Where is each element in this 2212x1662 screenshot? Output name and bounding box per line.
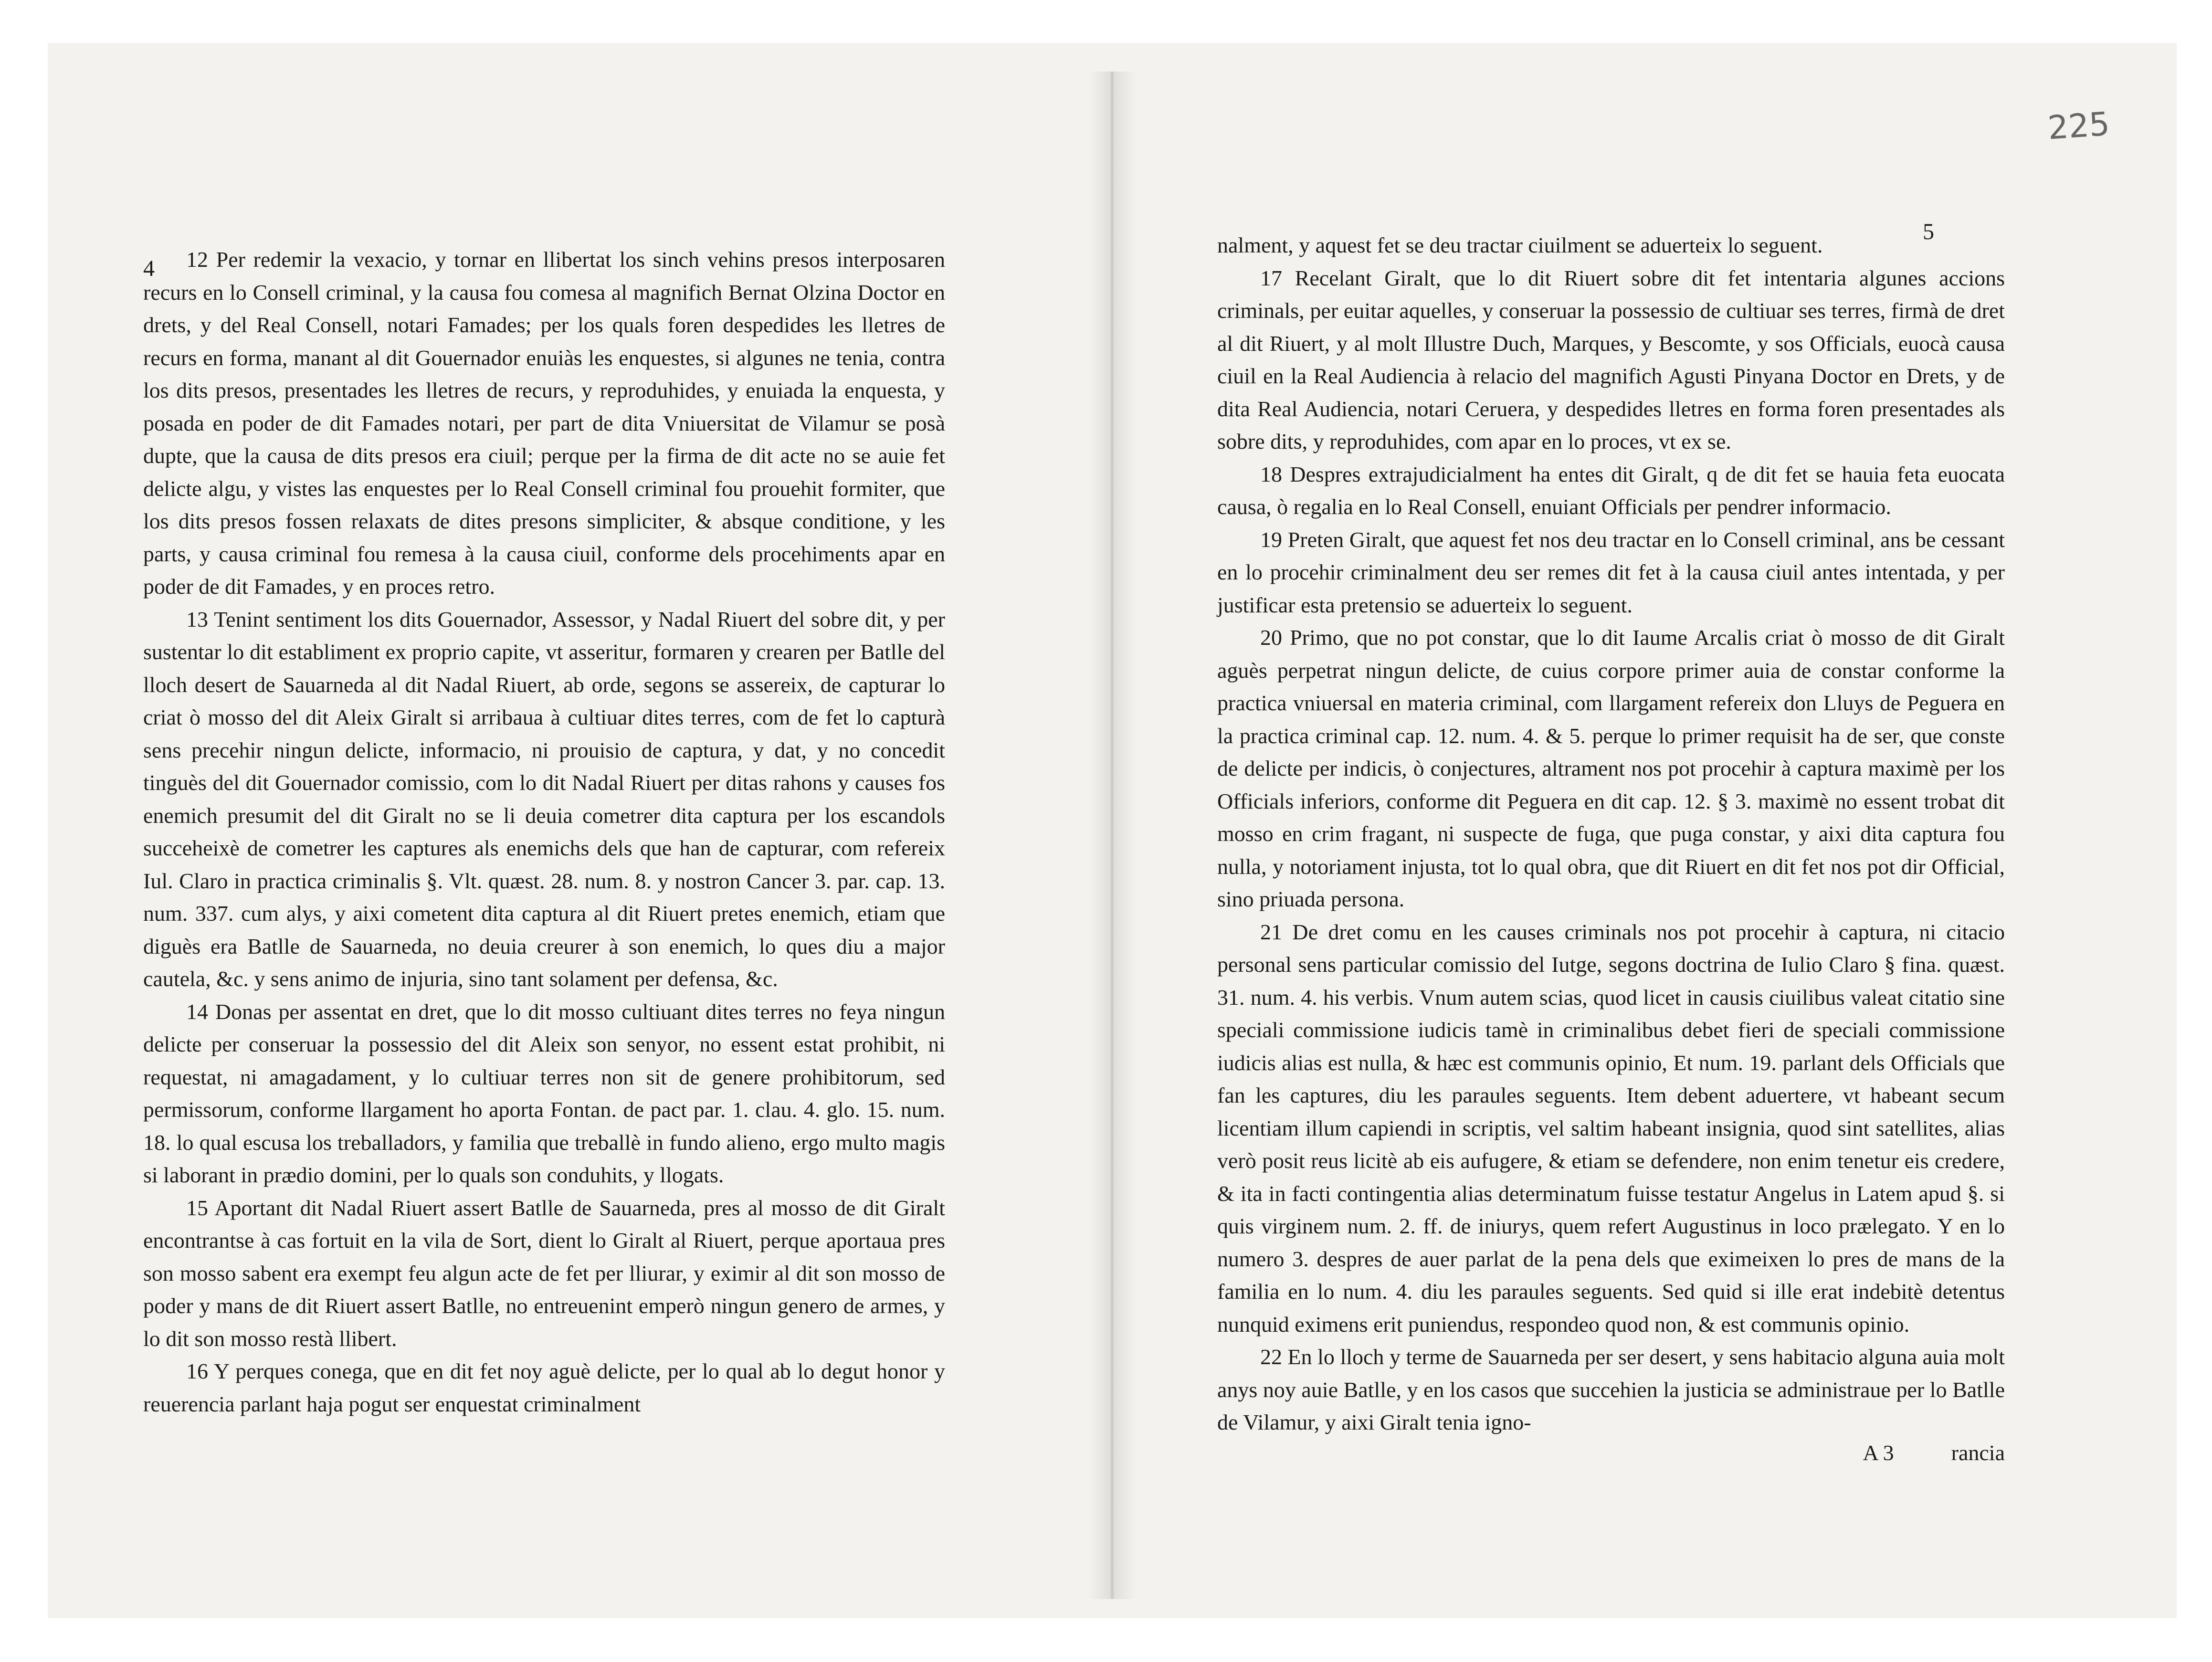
paragraph-13: 13 Tenint sentiment los dits Gouernador, Assessor, y Nadal Riuert del sobre dit, y per sustentar lo dit establiment ex proprio capite, vt asseritur, formaren y crearen per Batlle del lloch desert de Sauarneda al dit Nadal Riuert, ab orde, segons se assereix, de capturar lo criat ò mosso del dit Aleix Giralt si arribaua à cultiuar dites terres, com de fet lo capturà sens precehir ningun delicte, informacio, ni prouisio de captura, y dat, y no concedit tinguès del dit Gouernador comissio, com lo dit Nadal Riuert per ditas rahons y causes fos enemich presumit del dit Giralt no se li deuia cometrer dita captura per los escandols succeheixè de cometrer les captures als enemichs dels que han de capturar, com refereix Iul. Claro in practica criminalis §. Vlt. quæst. 28. num. 8. y nostron Cancer 3. par. cap. 13. num. 337. cum alys, y aixi cometent dita captura al dit Riuert pretes enemich, etiam que diguès era Batlle de Sauarneda, no deuia creurer à son enemich, lo ques diu a major cautela, &c. y sens animo de injuria, sino tant solament per defensa, &c. [143,607,945,991]
paragraph-19: 19 Preten Giralt, que aquest fet nos deu tractar en lo Consell criminal, ans be cessant en lo procehir criminalment deu ser remes dit fet à la causa ciuil antes intentada, y per justificar esta pretensio se aduerteix lo seguent. [1217,527,2005,617]
paragraph-16: 16 Y perques conega, que en dit fet noy aguè delicte, per lo qual ab lo degut honor y reuerencia parlant haja pogut ser enquestat criminalment [143,1359,945,1416]
paragraph-17: 17 Recelant Giralt, que lo dit Riuert sobre dit fet intentaria algunes accions criminals, per euitar aquelles, y conseruar la possessio de cultiuar ses terres, firmà de dret al dit Riuert, y al molt Illustre Duch, Marques, y Bescomte, y sos Officials, euocà causa ciuil en la Real Audiencia à relacio del magnifich Agusti Pinyana Doctor en Drets, y de dita Real Audiencia, notari Ceruera, y despedides lletres en forma foren presentades als sobre dits, y reproduhides, com apar en lo proces, vt ex se. [1217,265,2005,453]
signature-line [1217,1440,2005,1465]
left-page-number: 4 [143,256,155,281]
paragraph-22: 22 En lo lloch y terme de Sauarneda per ser desert, y sens habitacio alguna auia molt anys noy auie Batlle, y en los casos que succehien la justicia se administraue per lo Batlle de Vilamur, y aixi Giralt tenia igno- [1217,1345,2005,1434]
right-page-number: 5 [1923,219,1934,244]
catchword: rancia [1951,1440,2005,1465]
continued-paragraph: nalment, y aquest fet se deu tractar ciuilment se aduerteix lo seguent. [1217,233,1823,257]
paragraph-12: 12 Per redemir la vexacio, y tornar en llibertat los sinch vehins presos interposaren recurs en lo Consell criminal, y la causa fou comesa al magnifich Bernat Olzina Doctor en drets, y del Real Consell, notari Famades; per los quals foren despedides les lletres de recurs en forma, manant al dit Gouernador enuiàs les enquestes, si algunes ne tenia, contra los dits presos, presentades les lletres de recurs, y reproduhides, y enuiada la enquesta, y posada en poder de dit Famades notari, per part de dita Vniuersitat de Vilamur se posà dupte, que la causa de dits presos era ciuil; perque per la firma de dit acte no se auie fet delicte algu, y vistes las enquestes per lo Real Consell criminal fou prouehit formiter, que los dits presos fossen relaxats de dites presons simpliciter, & absque conditione, y les parts, y causa criminal fou remesa à la causa ciuil, conforme dels procehiments apar en poder de dit Famades, y en proces retro. [143,247,945,599]
right-page [1217,229,2005,1465]
paragraph-15: 15 Aportant dit Nadal Riuert assert Batlle de Sauarneda, pres al mosso de dit Giralt encontrantse à cas fortuit en la vila de Sort, dient lo Giralt al Riuert, perque aportaua pres son mosso sabent era exempt feu algun acte de fet per lliurar, y eximir al dit son mosso de poder y mans de dit Riuert assert Batlle, no entreuenint emperò ningun genero de armes, y lo dit son mosso restà llibert. [143,1195,945,1351]
book-gutter [1088,72,1136,1599]
paragraph-18: 18 Despres extrajudicialment ha entes dit Giralt, q de dit fet se hauia feta euocata causa, ò regalia en lo Real Consell, enuiant Officials per pendrer informacio. [1217,462,2005,519]
paragraph-20: 20 Primo, que no pot constar, que lo dit Iaume Arcalis criat ò mosso de dit Giralt aguès perpetrat ningun delicte, de cuius corpore primer auia de constar conforme la practica vniuersal en materia criminal, com llargament refereix don Lluys de Peguera en la practica criminal cap. 12. num. 4. & 5. perque lo primer requisit ha de ser, que conste de delicte per indicis, ò conjectures, altrament nos pot procehir à captura maximè per los Officials inferiors, conforme dit Peguera en dit cap. 12. § 3. maximè no essent trobat dit mosso en crim fragant, ni suspecte de fuga, que puga constar, y aixi dita captura fou nulla, y notoriament injusta, tot lo qual obra, que dit Riuert en dit fet nos pot dir Official, sino priuada persona. [1217,625,2005,911]
paragraph-14: 14 Donas per assentat en dret, que lo dit mosso cultiuant dites terres no feya ningun delicte per conseruar la possessio del dit Aleix son senyor, no essent estat prohibit, ni requestat, ni amagadament, y lo cultiuar terres non sit de genere prohibitorum, sed permissorum, conforme llargament ho aporta Fontan. de pact par. 1. clau. 4. glo. 15. num. 18. lo qual escusa los treballadors, y familia que treballè in fundo alieno, ergo multo magis si laborant in prædio domini, per lo quals son conduhits, y llogats. [143,999,945,1187]
left-page [143,243,945,1420]
paragraph-21: 21 De dret comu en les causes criminals nos pot procehir à captura, ni citacio personal sens particular comissio del Iutge, segons doctrina de Iulio Claro § fina. quæst. 31. num. 4. his verbis. Vnum autem scias, quod licet in causis ciuilibus valeat citatio sine speciali commissione iudicis tamè in criminalibus debet fieri de speciali commissione iudicis alias est nulla, & hæc est communis opinio, Et num. 19. parlant dels Officials que fan les captures, diu les paraules seguents. Item debent aduertere, vt habeant secum licentiam illum capiendi in scriptis, vel saltim habeant insignia, quod sint satellites, alias verò posit reus licitè ab eis aufugere, & etiam se defendere, non enim tenetur eis credere, & ita in facti contingentia alias determinatum fuisse testatur Angelus in Latem apud §. si quis virginem num. 2. ff. de iniurys, quem refert Augustinus in loco prælegato. Y en lo numero 3. despres de auer parlat de la pena dels que eximeixen lo pres de mans de la familia en lo num. 4. diu les paraules seguents. Sed quid si ille erat indebitè detentus nunquid eximens erit puniendus, respondeo quod non, & est communis opinio. [1217,919,2005,1336]
archive-number: 225 [2046,105,2111,147]
signature-mark: A 3 [1863,1440,1894,1465]
